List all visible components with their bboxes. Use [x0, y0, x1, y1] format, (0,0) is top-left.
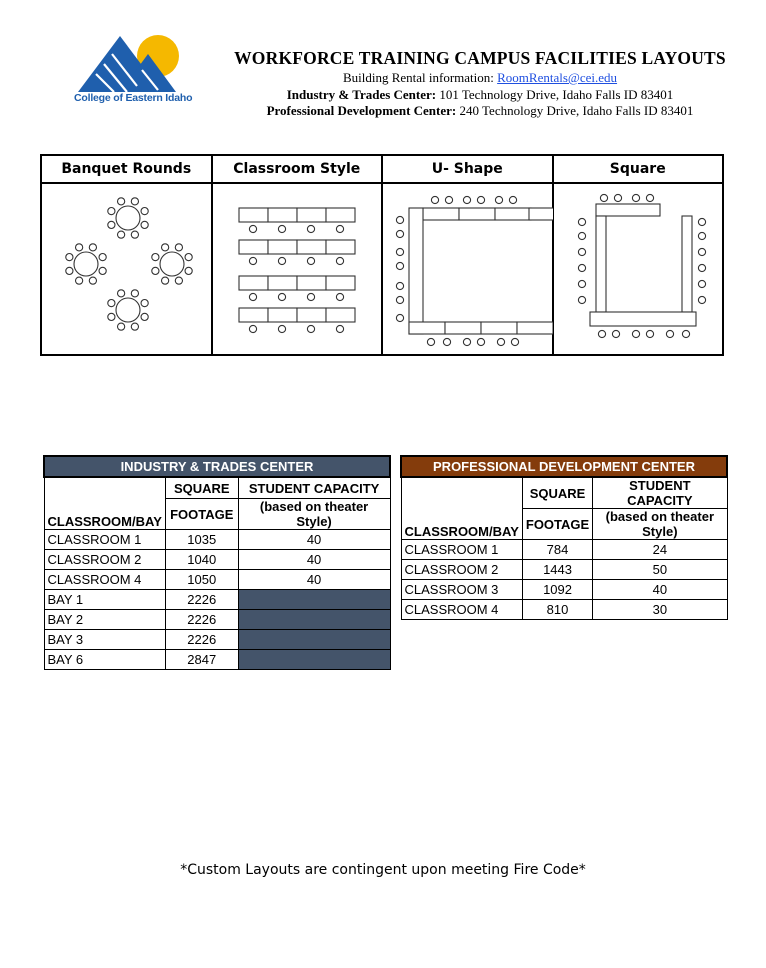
layout-u-shape [383, 156, 554, 354]
room-cell: CLASSROOM 1 [44, 530, 165, 550]
sqft-cell: 2226 [165, 590, 238, 610]
table-shape [326, 208, 355, 222]
table-row [44, 610, 390, 630]
chair-shape [307, 293, 314, 300]
sqft-cell: 1443 [522, 560, 592, 580]
chair-shape [89, 244, 96, 251]
chair-shape [141, 300, 148, 307]
chair-shape [185, 254, 192, 261]
table-shape [495, 208, 531, 220]
table-shape [590, 312, 696, 326]
chair-shape [396, 262, 403, 269]
table-row [401, 580, 727, 600]
itc-address-line [200, 87, 760, 103]
layout-title: U- Shape [383, 156, 552, 184]
table-shape [529, 208, 553, 220]
round-table-shape [116, 206, 140, 230]
chair-shape [162, 244, 169, 251]
chair-shape [152, 267, 159, 274]
chair-shape [578, 280, 585, 287]
chair-shape [431, 196, 438, 203]
table-shape [268, 208, 297, 222]
table-shape [326, 240, 355, 254]
chair-shape [175, 277, 182, 284]
table-row [44, 570, 390, 590]
table-shape [517, 322, 553, 334]
sqft-cell: 810 [522, 600, 592, 620]
chair-shape [578, 248, 585, 255]
table-row [401, 600, 727, 620]
table-row [401, 540, 727, 560]
table-row [44, 650, 390, 670]
table-row [401, 560, 727, 580]
chair-shape [336, 325, 343, 332]
chair-shape [698, 280, 705, 287]
rental-label: Building Rental information: [342, 70, 494, 85]
chair-shape [141, 208, 148, 215]
capacity-cell-empty [238, 630, 390, 650]
sqft-cell: 1040 [165, 550, 238, 570]
chair-shape [118, 231, 125, 238]
chair-shape [443, 338, 450, 345]
rental-email-link[interactable]: RoomRentals@cei.edu [497, 70, 618, 85]
chair-shape [396, 216, 403, 223]
chair-shape [396, 314, 403, 321]
chair-shape [477, 338, 484, 345]
chair-shape [175, 244, 182, 251]
sqft-cell: 2226 [165, 630, 238, 650]
layout-diagrams [40, 154, 724, 356]
chair-shape [66, 267, 73, 274]
table-shape [239, 308, 268, 322]
chair-shape [578, 264, 585, 271]
room-cell: BAY 1 [44, 590, 165, 610]
chair-shape [682, 330, 689, 337]
col-header-sqft-top: SQUARE [165, 477, 238, 499]
table-shape [459, 208, 495, 220]
chair-shape [497, 338, 504, 345]
table-shape [326, 308, 355, 322]
chair-shape [336, 293, 343, 300]
table-row [44, 590, 390, 610]
chair-shape [427, 338, 434, 345]
layout-banquet-rounds [42, 156, 213, 354]
table-shape [297, 276, 326, 290]
chair-shape [162, 277, 169, 284]
chair-shape [396, 248, 403, 255]
layout-square [554, 156, 723, 354]
capacity-cell: 40 [238, 550, 390, 570]
itc-table [43, 455, 391, 670]
capacity-cell-empty [238, 610, 390, 630]
chair-shape [141, 221, 148, 228]
room-cell: CLASSROOM 1 [401, 540, 522, 560]
table-shape [682, 216, 692, 312]
chair-shape [249, 325, 256, 332]
chair-shape [600, 194, 607, 201]
chair-shape [698, 296, 705, 303]
chair-shape [578, 296, 585, 303]
table-row [44, 530, 390, 550]
itc-table-body [44, 530, 390, 670]
room-cell: BAY 2 [44, 610, 165, 630]
chair-shape [118, 290, 125, 297]
room-cell: CLASSROOM 3 [401, 580, 522, 600]
chair-shape [463, 338, 470, 345]
chair-shape [278, 293, 285, 300]
chair-shape [632, 330, 639, 337]
chair-shape [108, 221, 115, 228]
chair-shape [698, 264, 705, 271]
pdc-table-body [401, 540, 727, 620]
room-cell: CLASSROOM 2 [44, 550, 165, 570]
col-header-capacity-top: STUDENT CAPACITY [593, 477, 727, 509]
itc-address: 101 Technology Drive, Idaho Falls ID 83401 [439, 87, 674, 102]
chair-shape [578, 218, 585, 225]
table-shape [409, 322, 445, 334]
round-table-shape [116, 298, 140, 322]
table-shape [423, 208, 459, 220]
chair-shape [131, 290, 138, 297]
table-shape [596, 216, 606, 312]
chair-shape [307, 257, 314, 264]
chair-shape [463, 196, 470, 203]
chair-shape [666, 330, 673, 337]
chair-shape [278, 225, 285, 232]
pdc-label: Professional Development Center: [266, 103, 457, 118]
table-shape [445, 322, 481, 334]
u-shape-diagram [383, 184, 553, 356]
capacity-cell: 40 [238, 530, 390, 550]
chair-shape [509, 196, 516, 203]
chair-shape [445, 196, 452, 203]
table-shape [596, 204, 660, 216]
capacity-cell: 24 [593, 540, 727, 560]
chair-shape [76, 277, 83, 284]
room-cell: CLASSROOM 2 [401, 560, 522, 580]
chair-shape [249, 257, 256, 264]
layout-classroom-style [213, 156, 384, 354]
capacity-cell: 40 [238, 570, 390, 590]
chair-shape [278, 257, 285, 264]
chair-shape [396, 282, 403, 289]
table-shape [409, 208, 423, 334]
chair-shape [66, 254, 73, 261]
chair-shape [131, 323, 138, 330]
chair-shape [578, 232, 585, 239]
chair-shape [141, 313, 148, 320]
sqft-cell: 2226 [165, 610, 238, 630]
chair-shape [336, 225, 343, 232]
table-shape [297, 308, 326, 322]
chair-shape [698, 248, 705, 255]
capacity-cell-empty [238, 650, 390, 670]
chair-shape [336, 257, 343, 264]
pdc-table-title: PROFESSIONAL DEVELOPMENT CENTER [401, 456, 727, 477]
col-header-capacity-bottom: (based on theater Style) [238, 499, 390, 530]
chair-shape [646, 194, 653, 201]
logo-text: College of Eastern Idaho [74, 92, 193, 104]
chair-shape [396, 296, 403, 303]
table-shape [239, 276, 268, 290]
classroom-style-diagram [213, 184, 383, 356]
sqft-cell: 1050 [165, 570, 238, 590]
sqft-cell: 784 [522, 540, 592, 560]
round-table-shape [74, 252, 98, 276]
pdc-table [400, 455, 728, 620]
chair-shape [108, 300, 115, 307]
chair-shape [76, 244, 83, 251]
sqft-cell: 1035 [165, 530, 238, 550]
pdc-address-line [200, 103, 760, 119]
round-table-shape [160, 252, 184, 276]
chair-shape [99, 267, 106, 274]
chair-shape [99, 254, 106, 261]
itc-table-title: INDUSTRY & TRADES CENTER [44, 456, 390, 477]
room-cell: CLASSROOM 4 [401, 600, 522, 620]
capacity-cell: 50 [593, 560, 727, 580]
chair-shape [598, 330, 605, 337]
chair-shape [646, 330, 653, 337]
chair-shape [477, 196, 484, 203]
layout-title: Banquet Rounds [42, 156, 211, 184]
table-shape [481, 322, 517, 334]
col-header-sqft-top: SQUARE [522, 477, 592, 509]
room-cell: CLASSROOM 4 [44, 570, 165, 590]
chair-shape [632, 194, 639, 201]
capacity-cell-empty [238, 590, 390, 610]
chair-shape [307, 325, 314, 332]
table-row [44, 550, 390, 570]
chair-shape [118, 198, 125, 205]
col-header-capacity-bottom: (based on theater Style) [593, 509, 727, 540]
chair-shape [131, 198, 138, 205]
sqft-cell: 2847 [165, 650, 238, 670]
chair-shape [698, 218, 705, 225]
table-shape [297, 208, 326, 222]
layout-title: Square [554, 156, 723, 184]
chair-shape [118, 323, 125, 330]
table-shape [268, 240, 297, 254]
rental-info [200, 70, 760, 86]
table-shape [268, 276, 297, 290]
chair-shape [249, 225, 256, 232]
banquet-rounds-diagram [42, 184, 212, 356]
chair-shape [108, 208, 115, 215]
col-header-sqft-bottom: FOOTAGE [522, 509, 592, 540]
table-row [44, 630, 390, 650]
table-shape [239, 208, 268, 222]
col-header-capacity-top: STUDENT CAPACITY [238, 477, 390, 499]
table-shape [326, 276, 355, 290]
layout-title: Classroom Style [213, 156, 382, 184]
chair-shape [89, 277, 96, 284]
chair-shape [698, 232, 705, 239]
table-shape [268, 308, 297, 322]
chair-shape [495, 196, 502, 203]
chair-shape [511, 338, 518, 345]
square-diagram [554, 184, 724, 356]
capacity-cell: 40 [593, 580, 727, 600]
footer-note: *Custom Layouts are contingent upon meeting Fire Code* [180, 862, 586, 878]
col-header-room: CLASSROOM/BAY [44, 477, 165, 530]
chair-shape [396, 230, 403, 237]
page-title: WORKFORCE TRAINING CAMPUS FACILITIES LAYOUTS [234, 48, 726, 68]
col-header-sqft-bottom: FOOTAGE [165, 499, 238, 530]
chair-shape [307, 225, 314, 232]
room-cell: BAY 6 [44, 650, 165, 670]
chair-shape [131, 231, 138, 238]
table-shape [239, 240, 268, 254]
col-header-room: CLASSROOM/BAY [401, 477, 522, 540]
room-cell: BAY 3 [44, 630, 165, 650]
chair-shape [185, 267, 192, 274]
table-shape [297, 240, 326, 254]
chair-shape [278, 325, 285, 332]
sqft-cell: 1092 [522, 580, 592, 600]
chair-shape [612, 330, 619, 337]
itc-label: Industry & Trades Center: [286, 87, 437, 102]
capacity-cell: 30 [593, 600, 727, 620]
pdc-address: 240 Technology Drive, Idaho Falls ID 83401 [459, 103, 694, 118]
chair-shape [152, 254, 159, 261]
chair-shape [614, 194, 621, 201]
chair-shape [249, 293, 256, 300]
chair-shape [108, 313, 115, 320]
